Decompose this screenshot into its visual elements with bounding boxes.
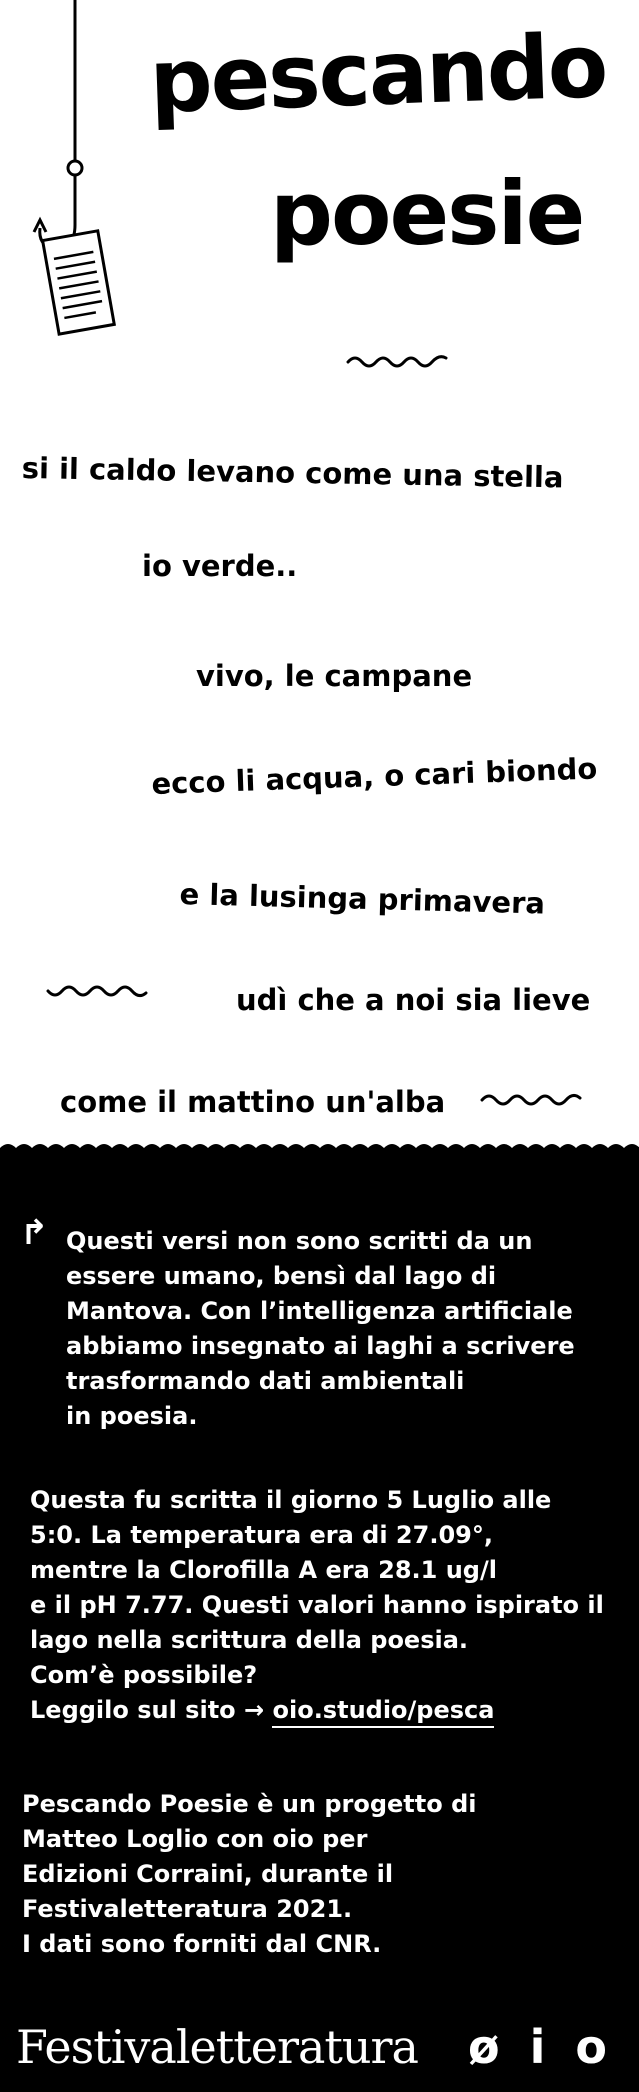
data-line: e il pH 7.77. Questi valori hanno ispirato il bbox=[30, 1591, 604, 1619]
data-line: Questa fu scritta il giorno 5 Luglio alle bbox=[30, 1486, 552, 1514]
data-line: lago nella scrittura della poesia. bbox=[30, 1626, 469, 1654]
website-link[interactable]: oio.studio/pesca bbox=[272, 1696, 494, 1728]
credits-line: Edizioni Corraini, durante il bbox=[22, 1860, 394, 1888]
credits-line: Matteo Loglio con oio per bbox=[22, 1825, 368, 1853]
intro-line: trasformando dati ambientali bbox=[66, 1367, 465, 1395]
up-arrow-icon: ↰ bbox=[20, 1213, 49, 1253]
poem-line: vivo, le campane bbox=[196, 659, 473, 693]
oio-logo: ø i o bbox=[468, 2020, 608, 2074]
squiggle-decoration-icon bbox=[46, 983, 150, 1003]
credits-paragraph bbox=[22, 1787, 477, 1962]
intro-line: in poesia. bbox=[66, 1402, 198, 1430]
data-line: Com’è possibile? bbox=[30, 1661, 258, 1689]
credits-line: Festivaletteratura 2021. bbox=[22, 1895, 353, 1923]
credits-line: Pescando Poesie è un progetto di bbox=[22, 1790, 477, 1818]
intro-line: abbiamo insegnato ai laghi a scrivere bbox=[66, 1332, 575, 1360]
intro-line: Questi versi non sono scritti da un bbox=[66, 1227, 533, 1255]
data-line: 5:0. La temperatura era di 27.09°, bbox=[30, 1521, 493, 1549]
poem-line: io verde.. bbox=[142, 549, 298, 583]
intro-paragraph bbox=[66, 1224, 575, 1434]
squiggle-decoration-icon bbox=[480, 1088, 584, 1108]
data-paragraph bbox=[30, 1483, 604, 1728]
data-line: mentre la Clorofilla A era 28.1 ug/l bbox=[30, 1556, 497, 1584]
fishing-hook-poem-icon bbox=[28, 0, 118, 340]
read-more-prefix: Leggilo sul sito → bbox=[30, 1696, 265, 1724]
poem-line: ecco li acqua, o cari biondo bbox=[150, 751, 598, 801]
poem-line: si il caldo levano come una stella bbox=[21, 451, 564, 495]
credits-line: I dati sono forniti dal CNR. bbox=[22, 1930, 382, 1958]
squiggle-decoration-icon bbox=[346, 350, 450, 370]
title-line-1: pescando bbox=[147, 14, 608, 133]
poem-line: come il mattino un'alba bbox=[60, 1085, 446, 1119]
intro-line: essere umano, bensì dal lago di bbox=[66, 1262, 497, 1290]
poem-line: udì che a noi sia lieve bbox=[236, 983, 591, 1017]
read-more-line bbox=[30, 1693, 604, 1728]
festivaletteratura-logo: Festivaletteratura bbox=[16, 2020, 418, 2074]
poem-line: e la lusinga primavera bbox=[179, 877, 546, 921]
intro-line: Mantova. Con l’intelligenza artificiale bbox=[66, 1297, 573, 1325]
title-line-2: poesie bbox=[270, 162, 584, 265]
